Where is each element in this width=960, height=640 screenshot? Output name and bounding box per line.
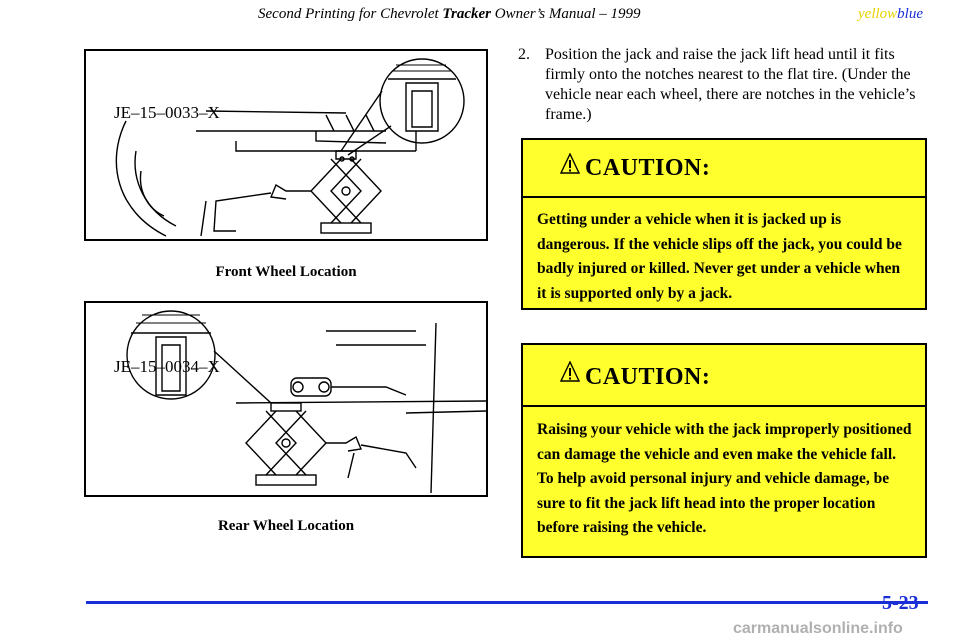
footer-rule [86,601,928,604]
front-wheel-caption: Front Wheel Location [215,264,357,280]
rear-wheel-illustration [84,301,488,497]
step-text: Position the jack and raise the jack lift head until it fits firmly onto the notches nearest to the flat tire. (Under the vehicle near each wheel, there are notches in the vehicle’s frame.) [545,46,916,123]
caution-title: CAUTION: [585,155,711,181]
watermark: carmanualsonline.info [733,620,903,637]
figure-code: JE–15–0033–X [114,103,220,122]
rear-jack-drawing [86,303,488,497]
page-number: 5-23 [882,592,919,614]
caution-box [521,138,927,310]
caution-title: CAUTION: [585,364,711,390]
rear-wheel-caption: Rear Wheel Location [217,518,355,534]
caution-box [521,343,927,558]
warning-triangle-icon [560,153,580,175]
color-tag: yellowblue [858,6,923,22]
figure-code: JE–15–0034–X [114,357,220,376]
step-number: 2. [518,46,530,63]
instruction-step [518,45,928,125]
manual-title: Second Printing for Chevrolet Tracker Owner’s Manual – 1999 [258,6,641,22]
front-jack-drawing [86,51,488,241]
front-wheel-illustration [84,49,488,241]
caution-header [523,140,925,198]
page-header [0,0,960,26]
caution-text: Getting under a vehicle when it is jacked up is dangerous. If the vehicle slips off the jack, you could be badly injured or killed. Never get under a vehicle when it is supported only by a jack. [537,211,902,302]
warning-triangle-icon [560,361,580,383]
caution-text: Raising your vehicle with the jack improperly positioned can damage the vehicle and even make the vehicle fall. To help avoid personal injury and vehicle damage, be sure to fit the jack lift head into the proper location before raising the vehicle. [537,421,912,536]
caution-header [523,345,925,407]
